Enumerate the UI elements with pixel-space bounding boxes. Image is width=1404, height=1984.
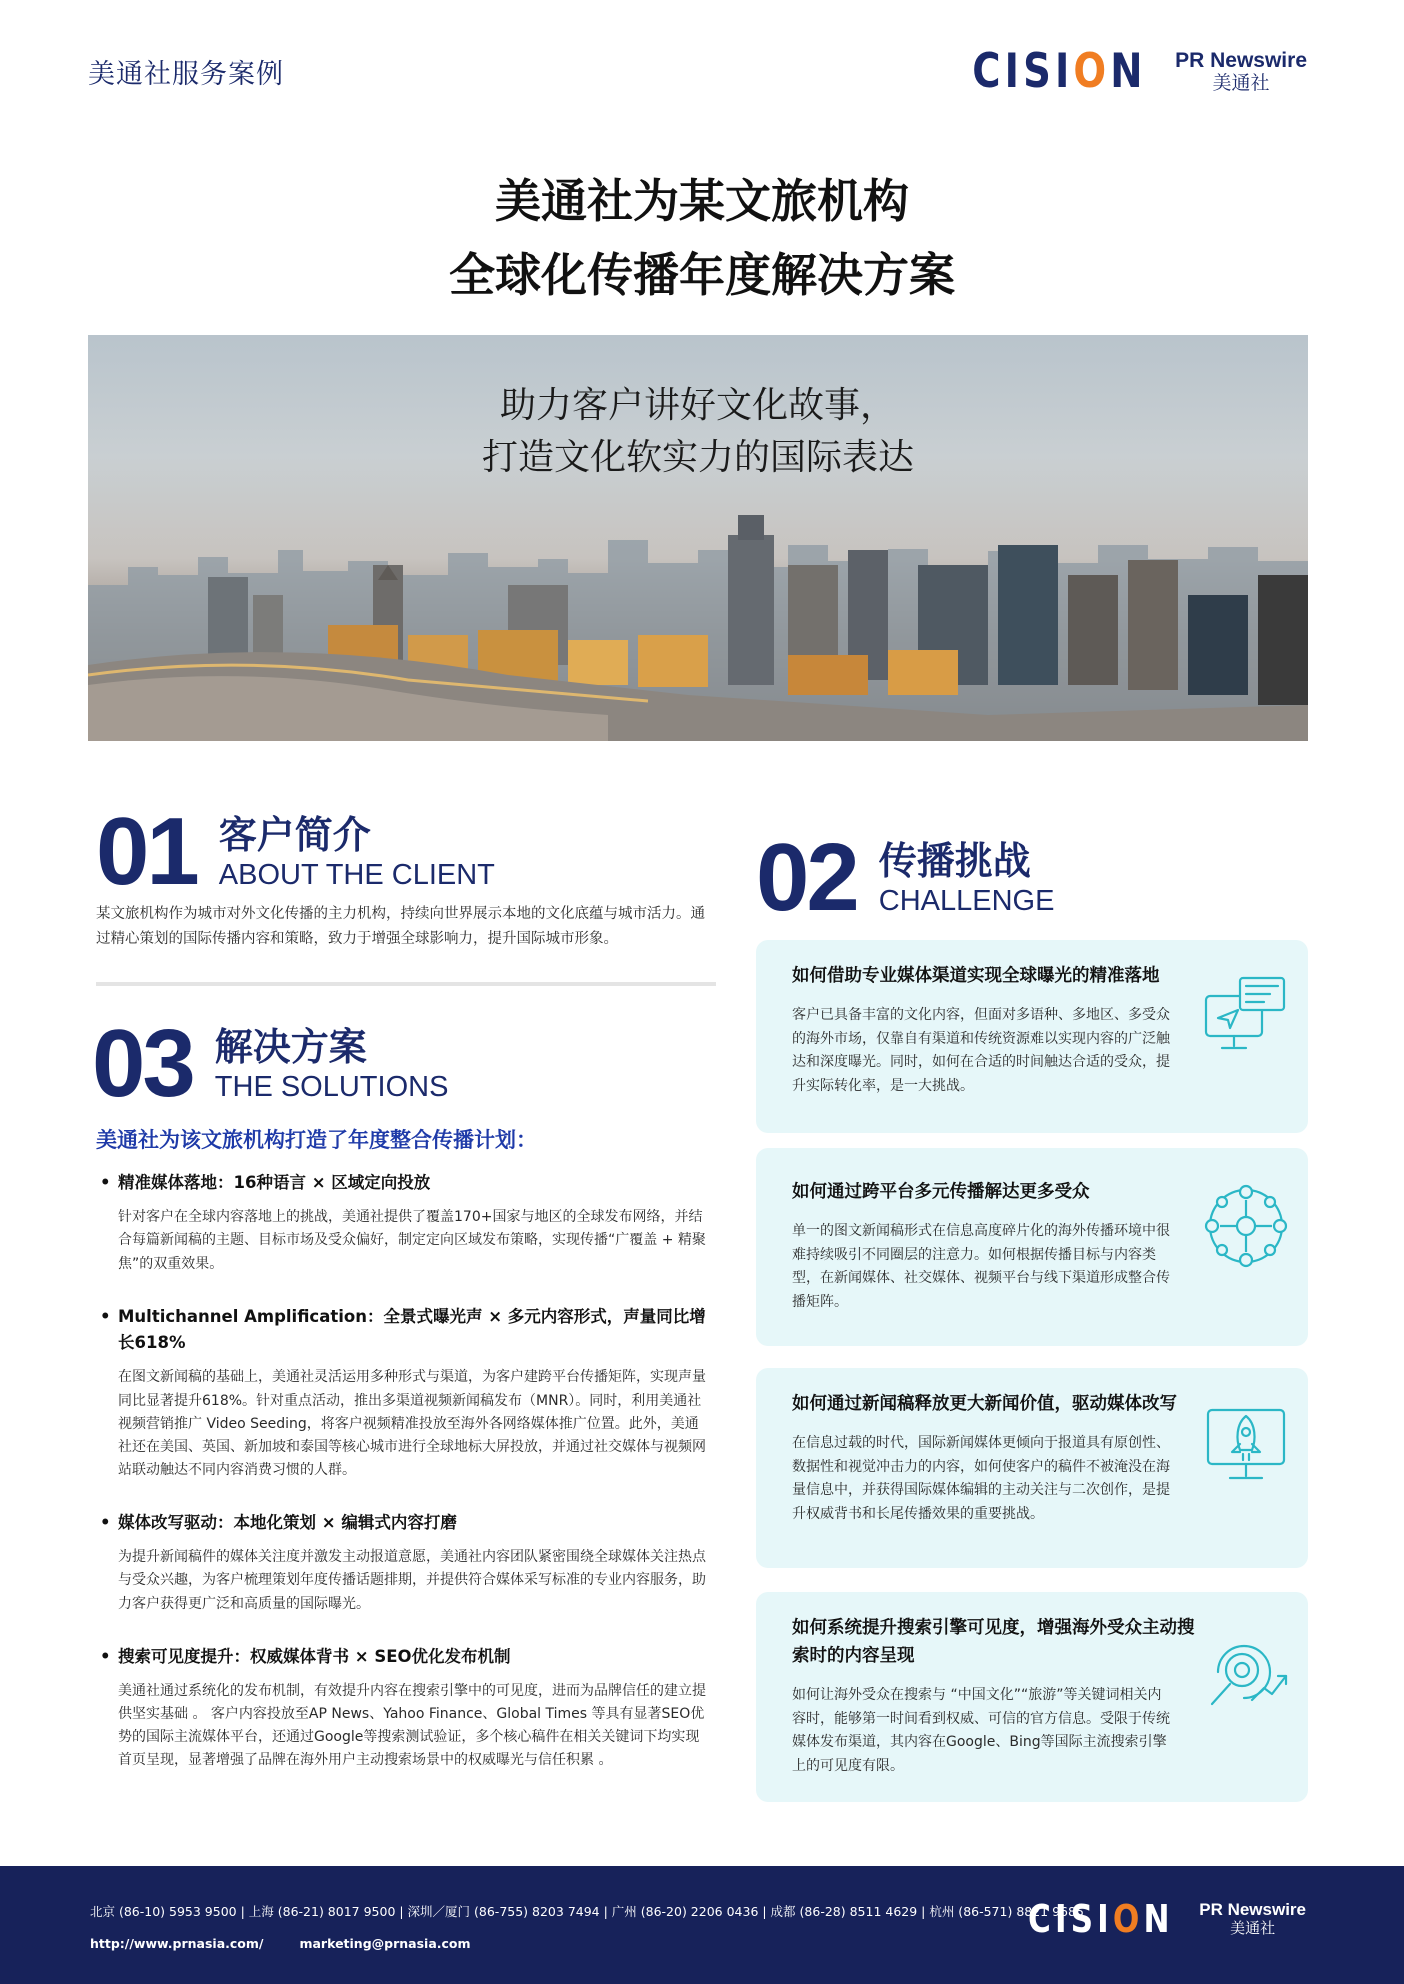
page-title-line1: 美通社为某文旅机构 xyxy=(495,174,909,228)
prnewswire-logo-en: PR Newswire xyxy=(1199,1900,1306,1920)
page-title xyxy=(0,165,1404,312)
solution-description: 美通社通过系统化的发布机制，有效提升内容在搜索引擎中的可见度，进而为品牌信任的建立提供坚实基础 。 客户内容投放至AP News、Yahoo Finance、Global Times 等具有显著SEO优势的国际主流媒体平台，还通过Google等搜索测试验证，多个核心稿件在相关关键词下均实现首页呈现，显著增强了品牌在海外用户主动搜索场景中的权威曝光与信任积累 。 xyxy=(118,1682,706,1769)
bullet-icon: • xyxy=(100,1306,111,1326)
solution-description: 在图文新闻稿的基础上，美通社灵活运用多种形式与渠道，为客户建跨平台传播矩阵，实现声量同比显著提升618%。针对重点活动，推出多渠道视频新闻稿发布（MNR）。同时，利用美通社视频营销推广 Video Seeding，将客户视频精准投放至海外各网络媒体推广位置。此外，美通社还在美国、英国、新加坡和泰国等核心城市进行全球地标大屏投放，并通过社交媒体与视频网站联动触达不同内容消费习惯的人群。 xyxy=(118,1369,706,1478)
section-divider xyxy=(96,982,716,986)
network-hub-icon xyxy=(1198,1178,1294,1274)
solution-description: 针对客户在全球内容落地上的挑战，美通社提供了覆盖170+国家与地区的全球发布网络，并结合每篇新闻稿的主题、目标市场及受众偏好，制定定向区域发布策略，实现传播“广覆盖 + 精聚焦”的双重效果。 xyxy=(118,1209,706,1272)
section-number: 02 xyxy=(756,824,857,931)
page-title-line2: 全球化传播年度解决方案 xyxy=(449,247,955,302)
bullet-icon: • xyxy=(100,1646,111,1666)
prnewswire-logo-cn: 美通社 xyxy=(1212,71,1270,94)
challenge-card-title: 如何借助专业媒体渠道实现全球曝光的精准落地 xyxy=(792,966,1160,986)
list-item xyxy=(96,1510,706,1616)
solution-description: 为提升新闻稿件的媒体关注度并激发主动报道意愿，美通社内容团队紧密围绕全球媒体关注热点与受众兴趣，为客户梳理策划年度传播话题排期，并提供符合媒体采写标准的专业内容服务，助力客户获得更广泛和高质量的国际曝光。 xyxy=(118,1549,706,1612)
challenge-card xyxy=(756,1592,1308,1802)
solutions-list xyxy=(96,1170,706,1800)
challenge-card-body: 单一的图文新闻稿形式在信息高度碎片化的海外传播环境中很难持续吸引不同圈层的注意力。如何根据传播目标与内容类型，在新闻媒体、社交媒体、视频平台与线下渠道形成整合传播矩阵。 xyxy=(792,1223,1170,1310)
solution-title: 精准媒体落地：16种语言 × 区域定向投放 xyxy=(118,1173,431,1192)
section-title-en: CHALLENGE xyxy=(878,884,1055,917)
client-description: 某文旅机构作为城市对外文化传播的主力机构，持续向世界展示本地的文化底蕴与城市活力。通过精心策划的国际传播内容和策略，致力于增强全球影响力，提升国际城市形象。 xyxy=(96,906,705,947)
hero-image xyxy=(88,335,1308,741)
solution-title: 媒体改写驱动：本地化策划 × 编辑式内容打磨 xyxy=(118,1512,457,1532)
hero-tagline-line2: 打造文化软实力的国际表达 xyxy=(481,437,914,479)
list-item xyxy=(96,1644,706,1773)
hero-tagline-line1: 助力客户讲好文化故事， xyxy=(499,385,896,426)
challenge-card xyxy=(756,1368,1308,1568)
challenge-card-title: 如何通过新闻稿释放更大新闻价值，驱动媒体改写 xyxy=(792,1394,1177,1414)
header-logos xyxy=(934,44,1307,99)
challenge-card-body: 在信息过载的时代，国际新闻媒体更倾向于报道具有原创性、数据性和视觉冲击力的内容，如何使客户的稿件不被淹没在海量信息中，并获得国际媒体编辑的主动关注与二次创作，是提升权威背书和长尾传播效果的重要挑战。 xyxy=(792,1435,1170,1522)
hero-tagline xyxy=(88,380,1308,484)
cision-logo: CISION xyxy=(1027,1897,1174,1941)
footer-logos xyxy=(996,1897,1306,1941)
prnewswire-logo xyxy=(1175,50,1307,94)
solutions-intro: 美通社为该文旅机构打造了年度整合传播计划： xyxy=(96,1128,537,1152)
search-growth-icon xyxy=(1198,1628,1294,1724)
section-title-en: THE SOLUTIONS xyxy=(214,1070,449,1103)
section-title-cn: 传播挑战 xyxy=(878,839,1031,884)
challenge-card xyxy=(756,1148,1308,1346)
list-item xyxy=(96,1170,706,1276)
rocket-screen-icon xyxy=(1198,1398,1294,1494)
footer xyxy=(0,1866,1404,1984)
section-number: 01 xyxy=(96,798,197,905)
footer-office-contacts: 北京 (86-10) 5953 9500 | 上海 (86-21) 8017 9500 | 深圳／厦门 (86-755) 8203 7494 | 广州 (86-20) 2206 0436 | 成都 (86-28) 8511 4629 | 杭州 (86-571) 8821 9685 xyxy=(90,1904,1084,1919)
challenge-card-body: 客户已具备丰富的文化内容，但面对多语种、多地区、多受众的海外市场，仅靠自有渠道和传统资源难以实现内容的广泛触达和深度曝光。同时，如何在合适的时间触达合适的受众，提升实际转化率，是一大挑战。 xyxy=(792,1007,1170,1094)
bullet-icon: • xyxy=(100,1173,111,1192)
section-challenge-heading xyxy=(756,824,1055,931)
challenge-card-body: 如何让海外受众在搜索与 “中国文化”“旅游”等关键词相关内容时，能够第一时间看到权威、可信的官方信息。受限于传统媒体发布渠道，其内容在Google、Bing等国际主流搜索引擎上的可见度有限。 xyxy=(792,1687,1170,1774)
list-item xyxy=(96,1304,706,1482)
email-link[interactable]: marketing@prnasia.com xyxy=(299,1936,471,1951)
section-number: 03 xyxy=(92,1010,193,1117)
challenge-card-title: 如何系统提升搜索引擎可见度，增强海外受众主动搜索时的内容呈现 xyxy=(792,1618,1195,1666)
section-title-en: ABOUT THE CLIENT xyxy=(218,858,495,891)
prnewswire-logo-cn: 美通社 xyxy=(1230,1919,1276,1938)
monitor-send-icon xyxy=(1198,970,1294,1066)
prnewswire-logo-en: PR Newswire xyxy=(1175,48,1307,72)
cision-logo: CISION xyxy=(972,44,1148,99)
solution-title: 搜索可见度提升：权威媒体背书 × SEO优化发布机制 xyxy=(118,1646,511,1666)
footer-links xyxy=(90,1936,471,1951)
challenge-card-title: 如何通过跨平台多元传播解达更多受众 xyxy=(792,1182,1090,1202)
website-link[interactable]: http://www.prnasia.com/ xyxy=(90,1936,264,1951)
challenge-card xyxy=(756,940,1308,1133)
brand-label: 美通社服务案例 xyxy=(88,59,284,90)
bullet-icon: • xyxy=(100,1512,111,1532)
prnewswire-logo xyxy=(1199,1901,1306,1937)
section-title-cn: 解决方案 xyxy=(214,1025,367,1070)
section-client-heading xyxy=(96,798,495,905)
section-solutions-heading xyxy=(92,1010,449,1117)
solution-title: Multichannel Amplification：全景式曝光声 × 多元内容形式，声量同比增长618% xyxy=(118,1306,706,1353)
section-title-cn: 客户简介 xyxy=(218,813,371,858)
